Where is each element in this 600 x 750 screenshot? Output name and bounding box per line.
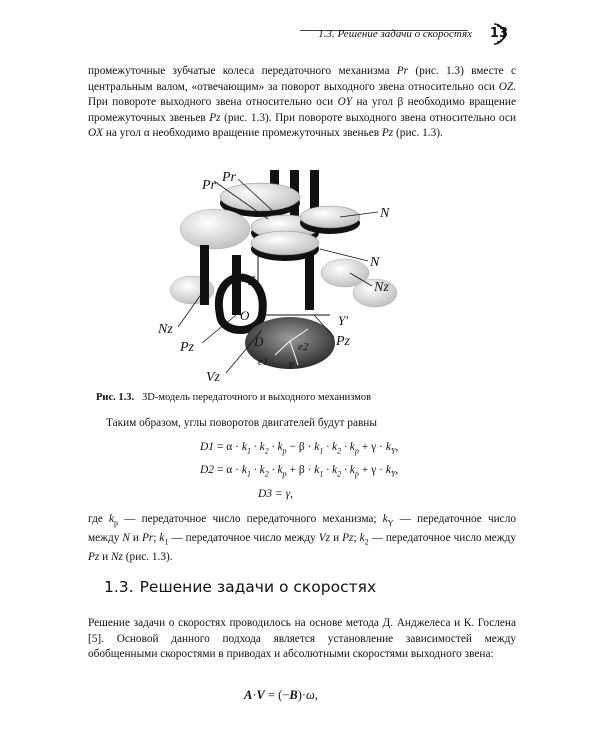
formula-velocity: A·V = (−B)·ω,	[244, 688, 318, 702]
figure-caption: Рис. 1.3. 3D-модель передаточного и выходного механизмов	[96, 392, 372, 403]
page-number: 13	[489, 26, 508, 41]
running-head-title: 1.3. Решение задачи о скоростях	[318, 28, 472, 40]
paragraph-angles-intro: Таким образом, углы поворотов двигателей будут равны	[106, 417, 377, 429]
gear-pr-top	[220, 183, 300, 211]
section-heading: 1.3. Решение задачи о скоростях	[104, 578, 377, 596]
label-n-2: N	[370, 255, 380, 270]
label-yprime: Y'	[338, 313, 349, 328]
label-pz-right: Pz	[336, 334, 350, 349]
label-pr-1: Pr	[202, 178, 216, 193]
formula-d1: $D1 = \alpha \cdot k_1 \cdot k_2 \cdot k_p - \beta \cdot k_1 \cdot k_2 \cdot k_p + \gamma \cdot k_Y$,	[200, 441, 399, 456]
paragraph-mechanism: промежуточные зубчатые колеса передаточного механизма Pr (рис. 1.3) вместе с центральным валом, «отвечающим» за поворот выходного звена относительно оси OZ. При повороте выходного звена относительно оси OY на угол β необходимо вращение промежуточных звеньев Pz (рис. 1.3). При повороте выходного звена относительно оси OX на угол α необходимо вращение промежуточных звеньев Pz (рис. 1.3).	[88, 65, 516, 140]
label-y: Y	[288, 360, 295, 372]
label-pz-left: Pz	[180, 340, 194, 355]
figure-3d-model	[150, 165, 430, 390]
label-e1: e1	[258, 356, 269, 368]
label-z: Z	[248, 273, 256, 288]
label-e2: e2	[298, 341, 309, 353]
label-o: O	[240, 308, 250, 323]
label-vz: Vz	[206, 370, 220, 385]
formula-d3: D3 = γ,	[258, 488, 293, 500]
paragraph-velocity-method: Решение задачи о скоростях проводилось на основе метода Д. Анджелеса и К. Гослена [5]. Основой данного подхода является установление зависимостей между обобщенными скоростями в приводах и абсолютными скоростями выходного звена:	[88, 617, 516, 661]
formula-d2: $D2 = \alpha \cdot k_1 \cdot k_2 \cdot k_p + \beta \cdot k_1 \cdot k_2 \cdot k_p + \gamma \cdot k_Y$,	[200, 464, 399, 479]
label-nz-left: Nz	[158, 322, 173, 337]
paragraph-ratios: где $k_p$ — передаточное число передаточного механизма; $k_Y$ — передаточное число между N и Pr; $k_1$ — передаточное число между Vz и Pz; $k_2$ — передаточное число между Pz и Nz (рис. 1.3).	[88, 513, 516, 563]
label-pr-2: Pr	[222, 170, 236, 185]
label-n-1: N	[380, 206, 390, 221]
label-nz-right: Nz	[374, 280, 389, 295]
spiral-ornament-icon	[488, 20, 516, 48]
label-d: D	[254, 334, 264, 349]
running-head	[0, 20, 600, 50]
